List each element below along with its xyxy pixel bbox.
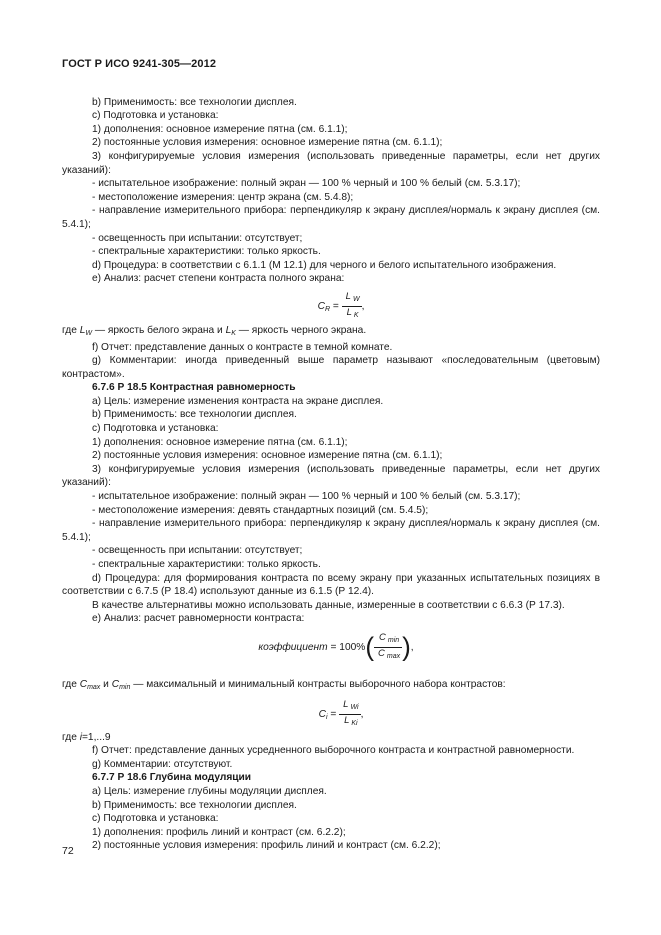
dash-item: - направление измерительного прибора: перпендикуляр к экрану дисплея/нормаль к экрану дисплея (см. 5.4.1); [62, 518, 600, 543]
where-text: — яркость черного экрана. [238, 324, 367, 336]
item-c1: 1) дополнения: основное измерение пятна (см. 6.1.1); [92, 436, 348, 448]
section-contrast-full-screen [62, 96, 600, 382]
where-line [62, 324, 600, 341]
formula-tail: , [410, 642, 414, 654]
formula-eq: = [332, 301, 339, 313]
section-title: 6.7.7 Р 18.6 Глубина модуляции [92, 772, 252, 784]
var-cmin-sub: min [119, 683, 131, 691]
item-c2: 2) постоянные условия измерения: основное измерение пятна (см. 6.1.1); [92, 450, 443, 462]
where-text: — максимальный и минимальный контрасты выборочного набора контрастов: [133, 678, 506, 690]
formula-contrast-ratio [62, 286, 600, 324]
var-cmax-sub: max [87, 683, 101, 691]
formula-fraction [339, 699, 360, 730]
item-b: b) Применимость: все технологии дисплея. [92, 96, 297, 108]
formula-lhs: коэффициент [258, 642, 328, 654]
formula-fraction [342, 291, 362, 322]
var-cmin: C [111, 678, 120, 690]
section-modulation-depth [62, 771, 600, 853]
item-a: a) Цель: измерение глубины модуляции дисплея. [92, 785, 327, 797]
where-and: и [103, 678, 109, 690]
item-a: a) Цель: измерение изменения контраста на экране дисплея. [92, 395, 384, 407]
item-c1: 1) дополнения: основное измерение пятна (см. 6.1.1); [92, 123, 348, 135]
item-c: c) Подготовка и установка: [92, 813, 219, 825]
formula-tail: , [360, 708, 364, 720]
item-c3: 3) конфигурируемые условия измерения (использовать приведенные параметры, если нет других указаний): [62, 463, 600, 489]
item-c: c) Подготовка и установка: [92, 110, 219, 122]
formula-den: L [344, 714, 350, 726]
formula-den-sub: max [386, 652, 401, 660]
item-f: f) Отчет: представление данных усредненного выборочного контраста и контрастной равномерности. [92, 745, 575, 757]
formula-eq: = 100% [330, 642, 366, 654]
item-c1: 1) дополнения: профиль линий и контраст (см. 6.2.2); [92, 826, 346, 838]
item-c2: 2) постоянные условия измерения: профиль линий и контраст (см. 6.2.2); [92, 840, 441, 852]
dash-item: - местоположение измерения: девять стандартных позиций (см. 5.4.5); [92, 504, 429, 516]
var-lw-sub: W [85, 329, 92, 337]
formula-lhs: C [318, 708, 326, 720]
where-word: где [62, 324, 77, 336]
item-b: b) Применимость: все технологии дисплея. [92, 799, 297, 811]
dash-item: - спектральные характеристики: только яркость. [92, 559, 321, 570]
item-c3: 3) конфигурируемые условия измерения (использовать приведенные параметры, если нет других указаний): [62, 150, 600, 176]
dash-item: - освещенность при испытании: отсутствует; [92, 545, 303, 557]
item-d: d) Процедура: в соответствии с 6.1.1 (М 12.1) для черного и белого испытательного изображения. [92, 259, 557, 271]
where-word: где [62, 731, 77, 743]
var-lk: L [225, 324, 232, 336]
where-line [62, 678, 600, 695]
dash-item: - освещенность при испытании: отсутствует; [92, 232, 303, 244]
formula-num: C [378, 631, 386, 643]
var-i: i [79, 731, 82, 743]
formula-lhs: C [317, 301, 325, 313]
section-contrast-uniformity [62, 381, 600, 771]
dash-item: - испытательное изображение: полный экран — 100 % черный и 100 % белый (см. 5.3.17); [92, 178, 521, 190]
item-e: e) Анализ: расчет степени контраста полного экрана: [92, 273, 345, 285]
item-b: b) Применимость: все технологии дисплея. [92, 409, 297, 421]
item-g: g) Комментарии: иногда приведенный выше параметр называют «последовательным (цветовым) контрастом». [62, 355, 600, 380]
where-word: где [62, 678, 77, 690]
formula-den-sub: Ki [351, 719, 358, 727]
item-c2: 2) постоянные условия измерения: основное измерение пятна (см. 6.1.1); [92, 137, 443, 149]
section-title: 6.7.6 Р 18.5 Контрастная равномерность [92, 382, 296, 394]
formula-num: L [343, 698, 349, 710]
var-cmax: C [79, 678, 88, 690]
dash-item: - местоположение измерения: центр экрана (см. 5.4.8); [92, 191, 354, 203]
item-e: e) Анализ: расчет равномерности контраста: [92, 613, 305, 625]
var-lk-sub: K [231, 329, 236, 337]
item-c: c) Подготовка и установка: [92, 423, 219, 435]
formula-num: L [345, 290, 351, 302]
formula-num-sub: min [387, 636, 400, 644]
item-d: d) Процедура: для формирования контраста по всему экрану при указанных испытательных позициях в соответствии с 6.7.5 (Р 18.4) используют данные из 6.1.5 (Р 12.4). [62, 572, 600, 598]
formula-num-sub: Wi [350, 703, 359, 711]
page-number: 72 [62, 845, 74, 857]
formula-uniformity: коэффициент = 100%( C $_{min}$ C $_{max}$ ), [258, 631, 414, 662]
document-page [62, 58, 600, 853]
dash-item: - спектральные характеристики: только яркость. [92, 246, 321, 258]
item-alt: В качестве альтернативы можно использовать данные, измеренные в соответствии с 6.6.3 (Р 17.3). [92, 599, 565, 611]
formula-den-sub: K [353, 311, 359, 319]
document-header: ГОСТ Р ИСО 9241-305—2012 [62, 58, 217, 70]
formula-lhs-sub: i [325, 713, 328, 721]
formula-tail: , [361, 301, 365, 313]
where-text: — яркость белого экрана и [94, 324, 223, 336]
formula-eq: = [330, 708, 337, 720]
formula-sample-contrast [62, 695, 600, 731]
where-i-range: =1,...9 [81, 731, 111, 743]
var-lw: L [79, 324, 86, 336]
item-f: f) Отчет: представление данных о контрасте в темной комнате. [92, 341, 393, 353]
formula-fraction [374, 632, 402, 663]
formula-den: C [378, 647, 385, 659]
formula-num-sub: W [352, 295, 360, 303]
where-i-line [62, 731, 600, 745]
item-g: g) Комментарии: отсутствуют. [92, 758, 233, 770]
formula-den: L [346, 306, 352, 318]
dash-item: - направление измерительного прибора: перпендикуляр к экрану дисплея/нормаль к экрану дисплея (см. 5.4.1); [62, 205, 600, 230]
dash-item: - испытательное изображение: полный экран — 100 % черный и 100 % белый (см. 5.3.17); [92, 491, 521, 503]
formula-lhs-sub: R [324, 306, 331, 314]
